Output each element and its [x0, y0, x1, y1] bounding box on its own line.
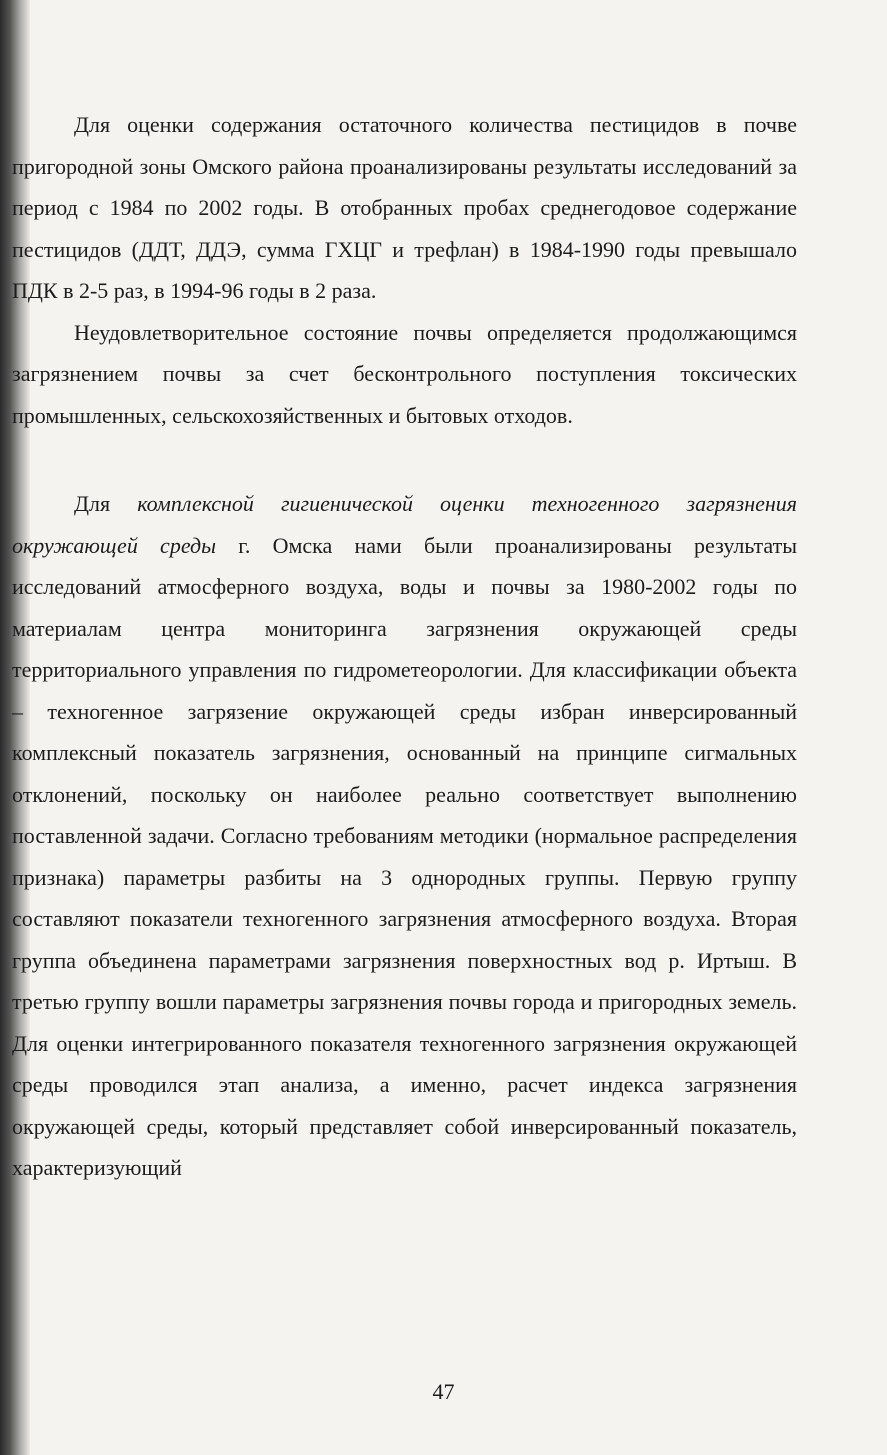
paragraph-complex-assessment [0, 483, 797, 1189]
page-body [0, 104, 887, 1189]
paragraph-lead: Для [74, 491, 138, 516]
paragraph-rest: г. Омска нами были проанализированы результаты исследований атмосферного воздуха, воды и почвы за 1980-2002 годы по материалам центра мониторинга загрязнения окружающей среды территориального управления по гидрометеорологии. Для классификации объекта – техногенное загрязение окружающей среды избран инверсированный комплексный показатель загрязнения, основанный на принципе сигмальных отклонений, поскольку он наиболее реально соответствует выполнению поставленной задачи. Согласно требованиям методики (нормальное распределения признака) параметры разбиты на 3 однородных группы. Первую группу составляют показатели техногенного загрязнения атмосферного воздуха. Вторая группа объединена параметрами загрязнения поверхностных вод р. Иртыш. В третью группу вошли параметры загрязнения почвы города и пригородных земель. Для оценки интегрированного показателя техногенного загрязнения окружающей среды проводился этап анализа, а именно, расчет индекса загрязнения окружающей среды, который представляет собой инверсированный показатель, характеризующий [12, 532, 797, 1180]
emphasized-phrase: комплексной гигиенической оценки техногенного загрязнения окружающей среды [12, 491, 798, 558]
paragraph-soil-state: Неудовлетворительное состояние почвы определяется продолжающимся загрязнением почвы за счет бесконтрольного поступления токсических промышленных, сельскохозяйственных и бытовых отходов. [12, 319, 797, 428]
paragraph-pesticides: Для оценки содержания остаточного количества пестицидов в почве пригородной зоны Омского района проанализированы результаты исследований за период с 1984 по 2002 годы. В отобранных пробах среднегодовое содержание пестицидов (ДДТ, ДДЭ, сумма ГХЦГ и трефлан) в 1984-1990 годы превышало ПДК в 2-5 раз, в 1994-96 годы в 2 раза. [12, 112, 797, 303]
page-number: 47 [432, 1379, 455, 1404]
